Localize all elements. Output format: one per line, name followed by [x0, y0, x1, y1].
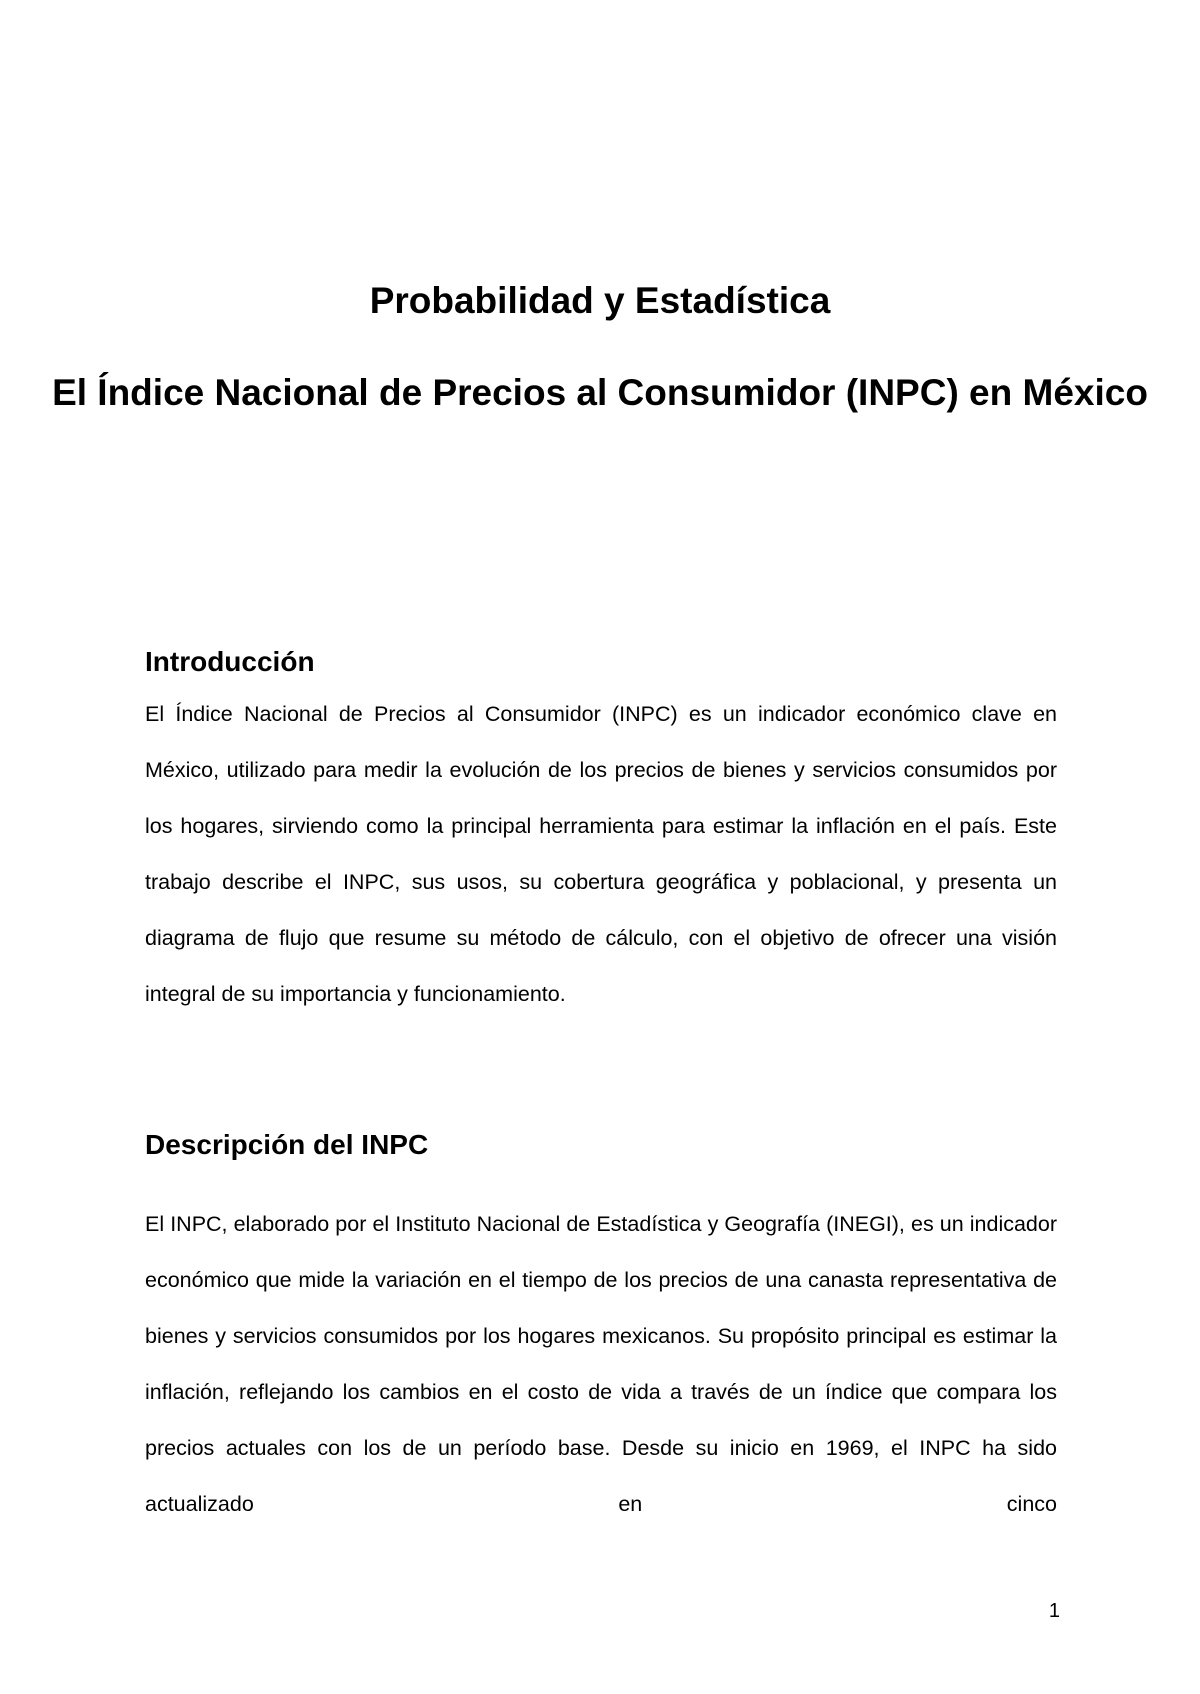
section-heading-introduccion: Introducción [145, 646, 315, 677]
page-number: 1 [1048, 1600, 1060, 1622]
section-heading-descripcion: Descripción del INPC [145, 1129, 429, 1160]
section-paragraph-introduccion: El Índice Nacional de Precios al Consumidor (INPC) es un indicador económico clave en México, utilizado para medir la evolución de los precios de bienes y servicios consumidos por los hogares, sirviendo como la principal herramienta para estimar la inflación en el país. Este trabajo describe el INPC, sus usos, su cobertura geográfica y poblacional, y presenta un diagrama de flujo que resume su método de cálculo, con el objetivo de ofrecer una visión integral de su importancia y funcionamiento. [145, 702, 1057, 1006]
document-title: Probabilidad y Estadística [369, 280, 831, 321]
document-subtitle: El Índice Nacional de Precios al Consumidor (INPC) en México [52, 372, 1148, 413]
section-paragraph-descripcion: El INPC, elaborado por el Instituto Nacional de Estadística y Geografía (INEGI), es un indicador económico que mide la variación en el tiempo de los precios de una canasta representativa de bienes y servicios consumidos por los hogares mexicanos. Su propósito principal es estimar la inflación, reflejando los cambios en el costo de vida a través de un índice que compara los precios actuales con los de un período base. Desde su inicio en 1969, el INPC ha sido actualizado en cinco [145, 1212, 1057, 1516]
